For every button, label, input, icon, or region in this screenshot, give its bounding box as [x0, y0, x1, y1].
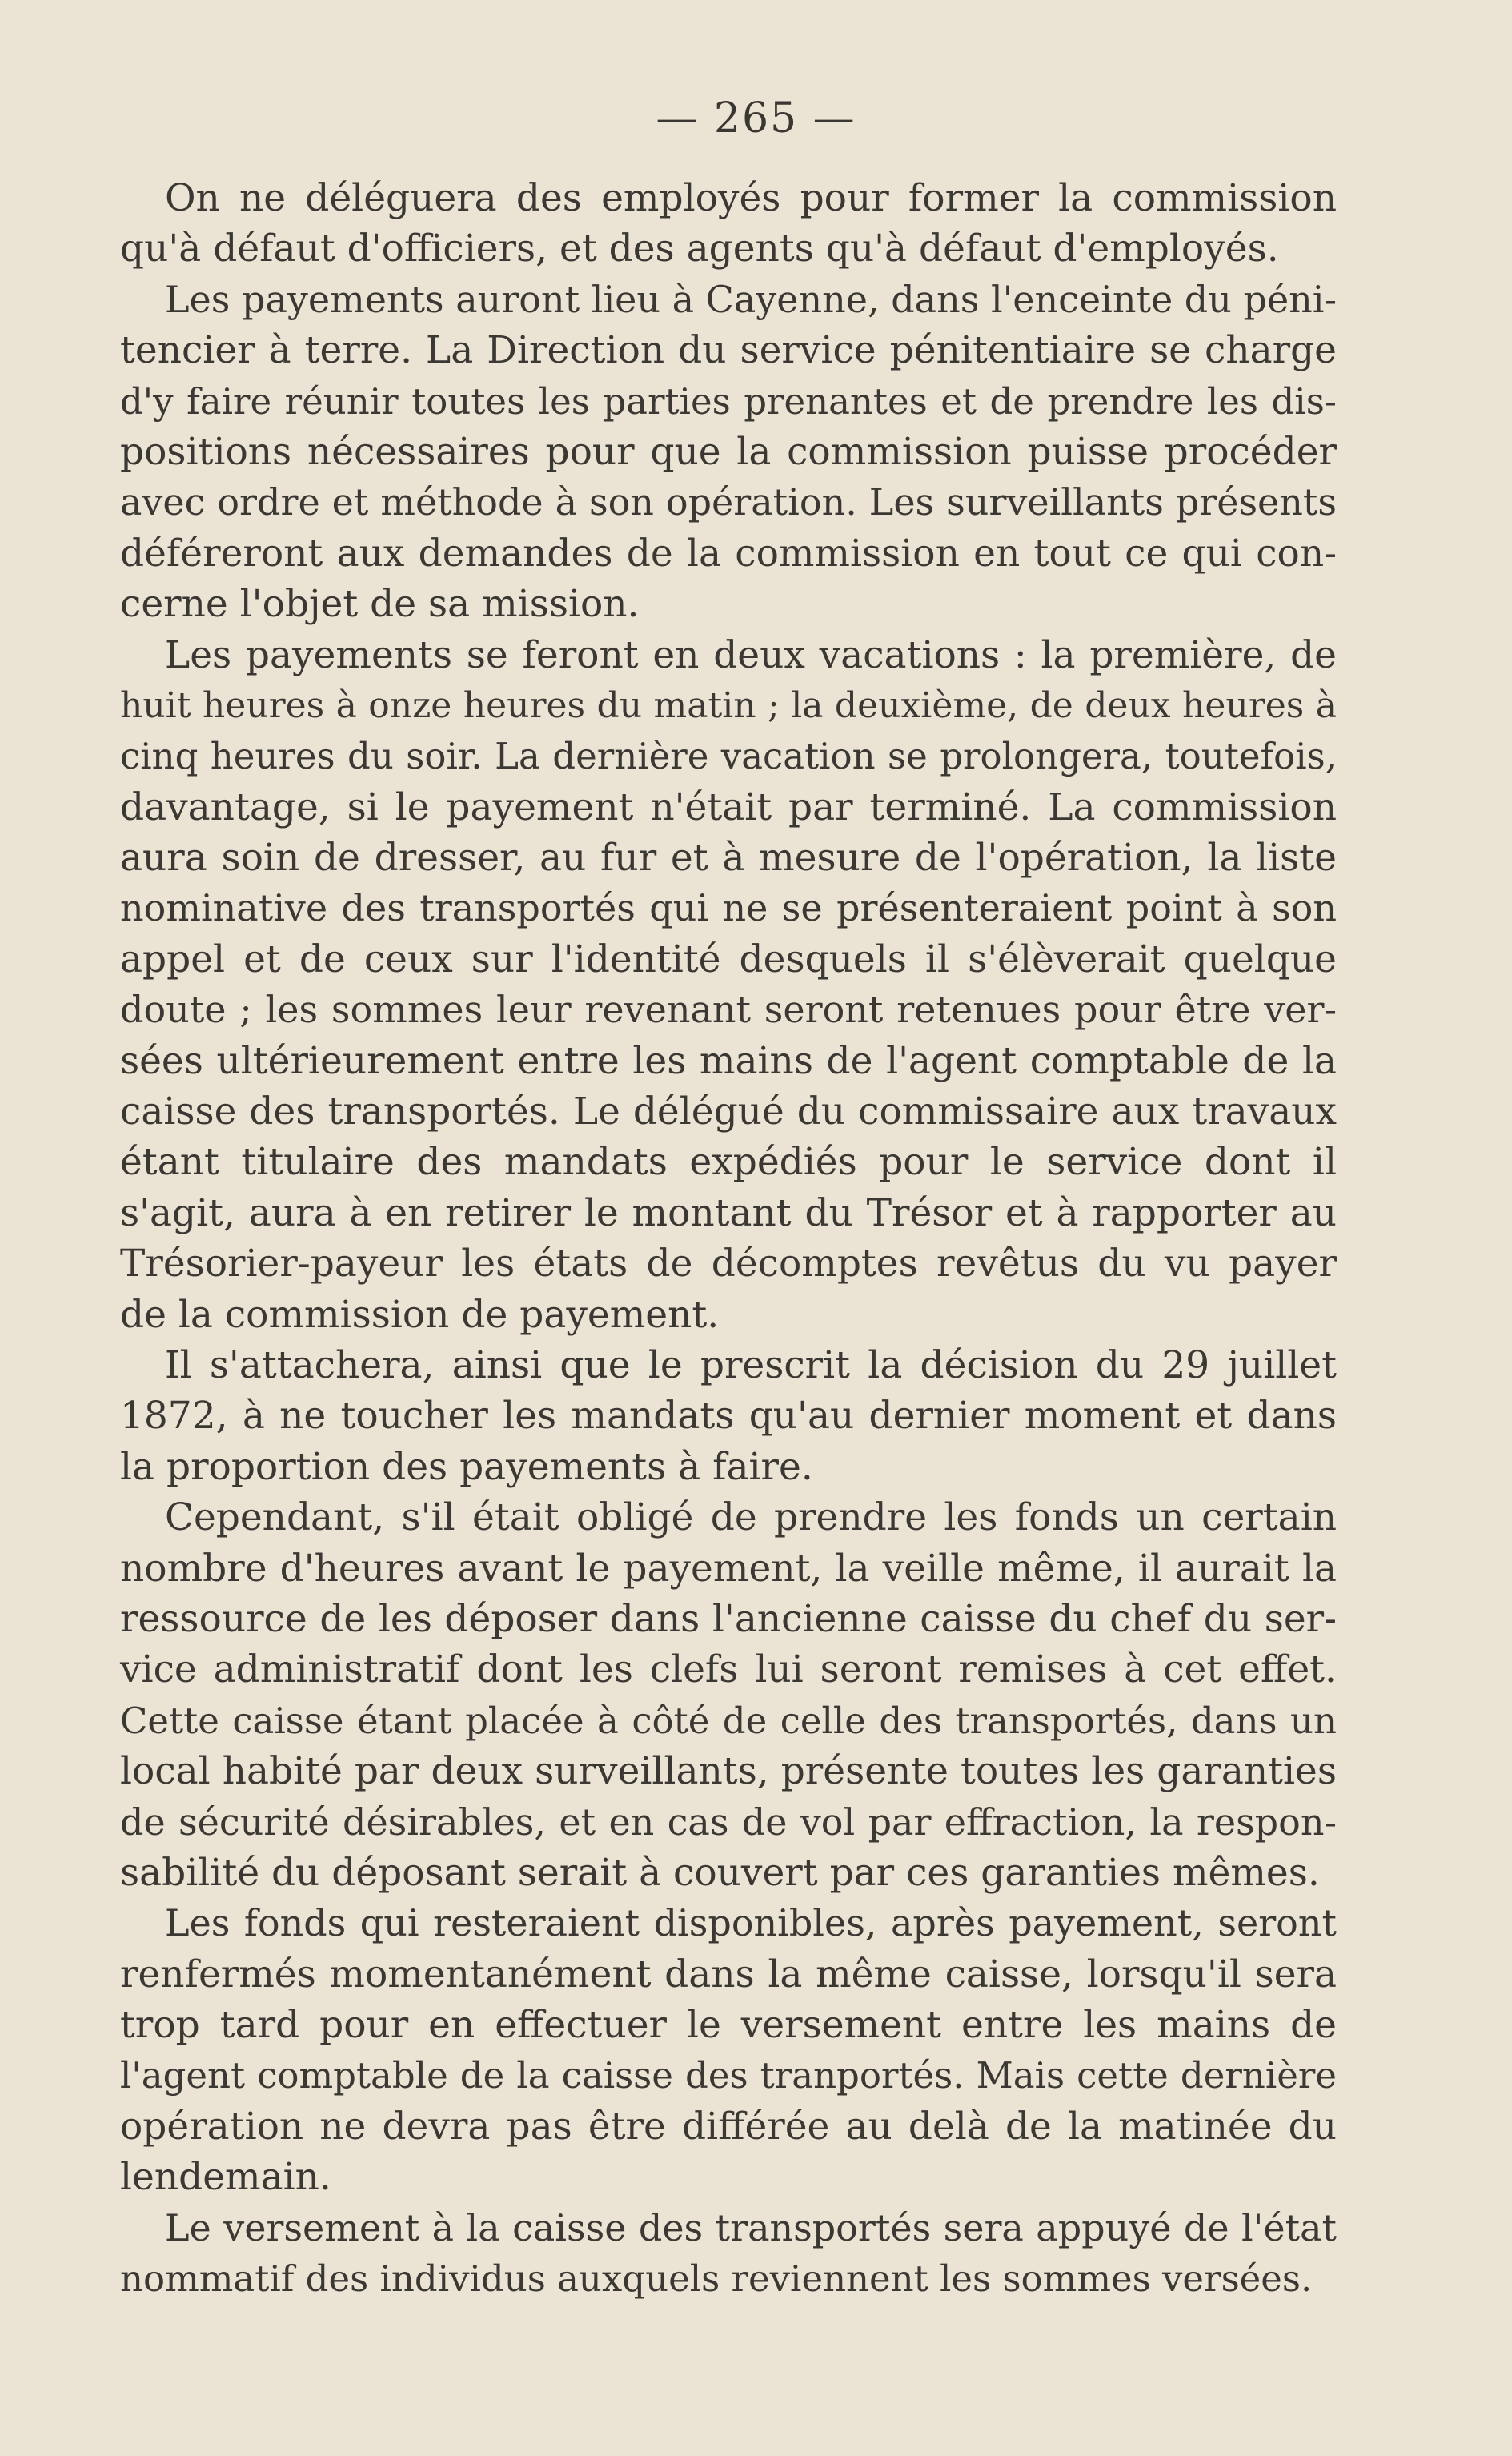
- text-line: lendemain.: [120, 2155, 331, 2200]
- text-line: cerne l'objet de sa mission.: [120, 582, 640, 627]
- text-line: Il s'attachera, ainsi que le prescrit la décision du 29 juillet: [165, 1342, 1337, 1387]
- text-line: d'y faire réunir toutes les parties prenantes et de prendre les dis-: [120, 379, 1337, 423]
- text-line: sées ultérieurement entre les mains de l'agent comptable de la: [120, 1038, 1337, 1083]
- text-line: Cette caisse étant placée à côté de celle des transportés, dans un: [120, 1699, 1337, 1742]
- text-line: de sécurité désirables, et en cas de vol par effraction, la respon-: [120, 1800, 1337, 1844]
- text-line: nombre d'heures avant le payement, la veille même, il aurait la: [120, 1546, 1337, 1591]
- text-line: positions nécessaires pour que la commission puisse procéder: [120, 429, 1337, 474]
- text-line: nominative des transportés qui ne se présenteraient point à son: [120, 886, 1337, 930]
- text-line: 1872, à ne toucher les mandats qu'au dernier moment et dans: [120, 1394, 1337, 1439]
- text-line: Cependant, s'il était obligé de prendre les fonds un certain: [165, 1495, 1337, 1540]
- page-number: — 265 —: [656, 94, 856, 142]
- text-line: de la commission de payement.: [120, 1292, 720, 1337]
- text-line: davantage, si le payement n'était par terminé. La commission: [120, 785, 1337, 829]
- text-line: trop tard pour en effectuer le versement entre les mains de: [120, 2003, 1337, 2048]
- body-text: [120, 173, 1337, 2304]
- text-line: déféreront aux demandes de la commission en tout ce qui con-: [120, 531, 1337, 576]
- text-line: On ne déléguera des employés pour former la commission: [165, 176, 1337, 220]
- text-line: l'agent comptable de la caisse des tranportés. Mais cette dernière: [120, 2054, 1337, 2097]
- text-line: s'agit, aura à en retirer le montant du Trésor et à rapporter au: [120, 1190, 1337, 1235]
- text-line: la proportion des payements à faire.: [120, 1444, 813, 1489]
- text-line: aura soin de dresser, au fur et à mesure de l'opération, la liste: [120, 836, 1337, 881]
- text-line: opération ne devra pas être différée au delà de la matinée du: [120, 2104, 1337, 2149]
- text-line: ressource de les déposer dans l'ancienne caisse du chef du ser-: [120, 1596, 1337, 1641]
- text-line: Le versement à la caisse des transportés sera appuyé de l'état: [165, 2205, 1337, 2249]
- text-line: Trésorier-payeur les états de décomptes revêtus du vu payer: [120, 1242, 1337, 1286]
- text-line: caisse des transportés. Le délégué du commissaire aux travaux: [120, 1090, 1337, 1134]
- text-line: renfermés momentanément dans la même caisse, lorsqu'il sera: [120, 1952, 1337, 1997]
- text-line: vice administratif dont les clefs lui seront remises à cet effet.: [120, 1647, 1337, 1692]
- text-line: tencier à terre. La Direction du service pénitentiaire se charge: [120, 328, 1337, 373]
- text-line: Les payements auront lieu à Cayenne, dans l'enceinte du péni-: [165, 277, 1338, 321]
- text-line: avec ordre et méthode à son opération. Les surveillants présents: [120, 480, 1337, 524]
- text-line: étant titulaire des mandats expédiés pour le service dont il: [120, 1140, 1337, 1185]
- text-line: appel et de ceux sur l'identité desquels il s'élèverait quelque: [120, 937, 1337, 981]
- text-line: nommatif des individus auxquels reviennent les sommes versées.: [120, 2257, 1313, 2301]
- text-line: doute ; les sommes leur revenant seront retenues pour être ver-: [120, 988, 1337, 1032]
- text-line: local habité par deux surveillants, présente toutes les garanties: [120, 1749, 1337, 1794]
- text-line: sabilité du déposant serait à couvert par ces garanties mêmes.: [120, 1850, 1320, 1895]
- text-line: huit heures à onze heures du matin ; la deuxième, de deux heures à: [120, 684, 1337, 726]
- text-line: Les payements se feront en deux vacations : la première, de: [165, 632, 1337, 677]
- text-line: Les fonds qui resteraient disponibles, après payement, seront: [165, 1901, 1337, 1945]
- text-line: cinq heures du soir. La dernière vacation se prolongera, toutefois,: [120, 735, 1337, 778]
- text-line: qu'à défaut d'officiers, et des agents qu'à défaut d'employés.: [120, 227, 1279, 271]
